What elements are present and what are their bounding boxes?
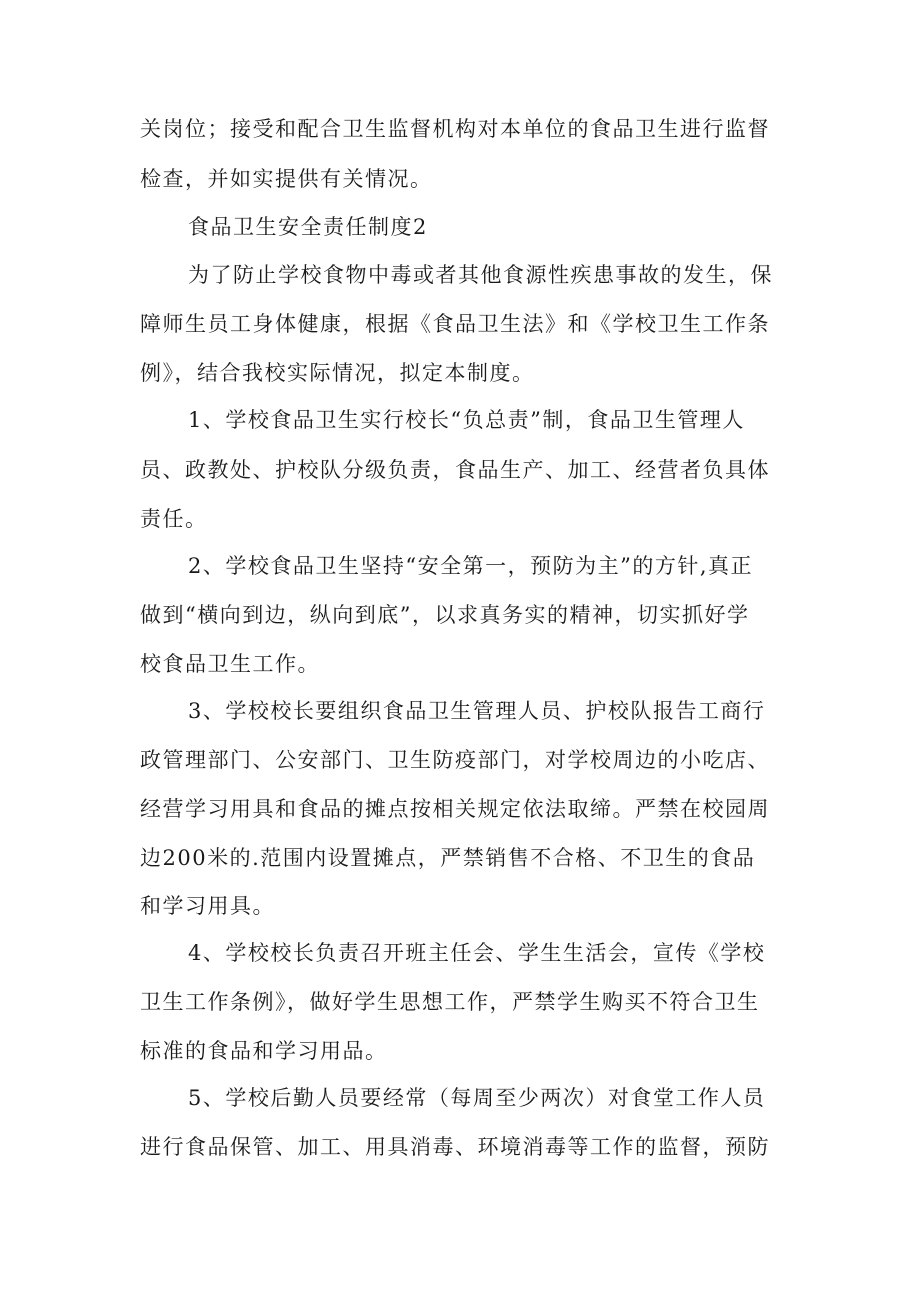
text-line: 和学习用具。 [140,894,275,918]
text-line: 做到“横向到边，纵向到底”，以求真务实的精神，切实抓好学 [140,603,750,627]
text-line: 5、学校后勤人员要经常（每周至少两次）对食堂工作人员 [188,1086,766,1110]
text-line: 2、学校食品卫生坚持“安全第一，预防为主”的方针,真正 [188,554,754,578]
text-line: 4、学校校长负责召开班主任会、学生生活会，宣传《学校 [188,941,766,965]
text-line: 边200米的.范围内设置摊点，严禁销售不合格、不卫生的食品 [140,846,756,870]
text-line: 员、政教处、护校队分级负责，食品生产、加工、经营者负具体 [140,458,770,482]
text-line: 3、学校校长要组织食品卫生管理人员、护校队报告工商行 [188,699,766,723]
text-line: 例》，结合我校实际情况，拟定本制度。 [140,361,535,385]
text-line: 卫生工作条例》，做好学生思想工作，严禁学生购买不符合卫生 [140,990,760,1014]
text-line: 经营学习用具和食品的摊点按相关规定依法取缔。严禁在校园周 [140,797,770,821]
text-line: 为了防止学校食物中毒或者其他食源性疾患事故的发生，保 [188,263,773,287]
text-line: 障师生员工身体健康，根据《食品卫生法》和《学校卫生工作条 [140,312,770,336]
text-line: 检查，并如实提供有关情况。 [140,167,433,191]
text-line: 标准的食品和学习用品。 [140,1039,388,1063]
section-title: 食品卫生安全责任制度2 [188,215,428,239]
text-line: 政管理部门、公安部门、卫生防疫部门，对学校周边的小吃店、 [140,748,770,772]
text-line: 进行食品保管、加工、用具消毒、环境消毒等工作的监督，预防 [140,1135,770,1159]
text-line: 关岗位；接受和配合卫生监督机构对本单位的食品卫生进行监督 [140,117,770,141]
text-line: 责任。 [140,507,208,531]
text-line: 校食品卫生工作。 [140,652,320,676]
text-line: 1、学校食品卫生实行校长“负总责”制，食品卫生管理人 [188,408,745,432]
